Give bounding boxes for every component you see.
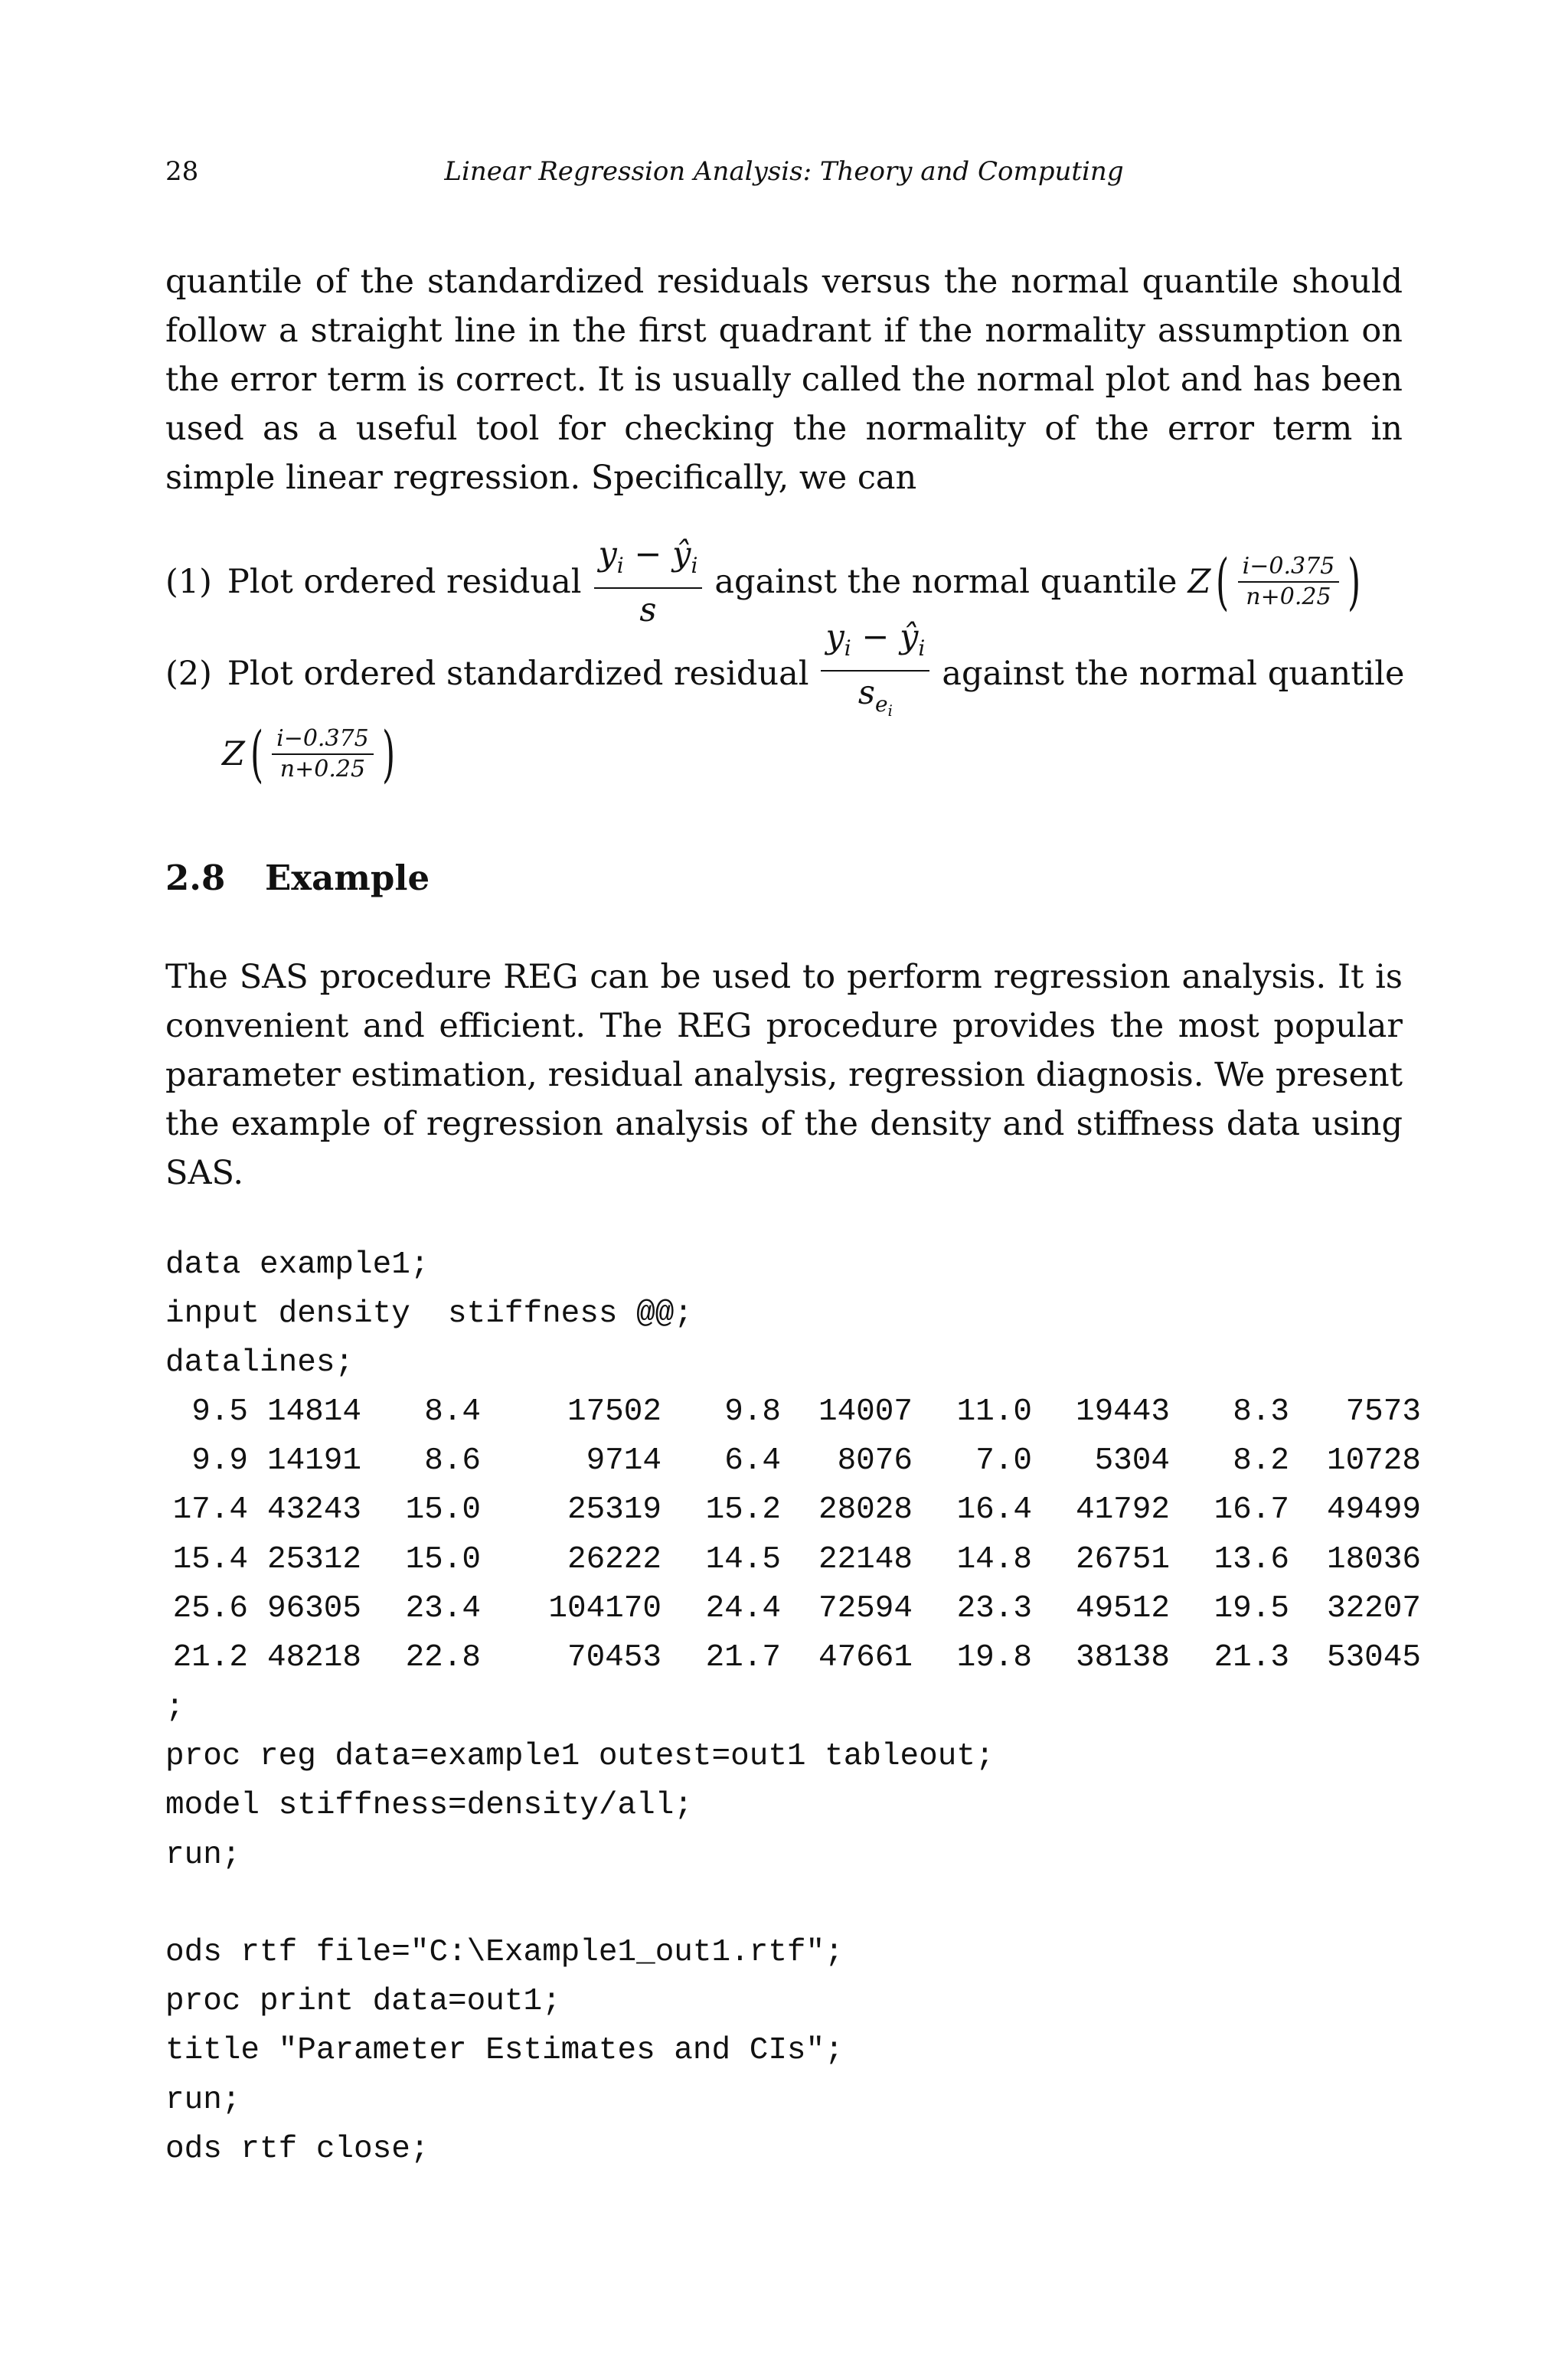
table-cell: 23.3 xyxy=(956,1590,1032,1626)
code-block xyxy=(165,1928,1452,2174)
table-cell: 26751 xyxy=(1075,1541,1170,1577)
table-cell: 7.0 xyxy=(975,1443,1032,1479)
code-line: ods rtf file="C:\Example1_out1.rtf"; xyxy=(165,1935,844,1970)
table-cell: 15.0 xyxy=(405,1492,481,1528)
intro-paragraph: quantile of the standardized residuals versus the normal quantile should follow a straight line in the first quadrant if the normality assumption on the error term is correct. It is usually called the normal plot and has been used as a useful tool for checking the normality of the error term in simple linear regression. Specifically, we can xyxy=(165,263,1403,497)
section-title: Example xyxy=(265,858,430,898)
table-cell: 22148 xyxy=(818,1541,913,1577)
table-cell: 8.2 xyxy=(1233,1443,1289,1479)
table-cell: 32207 xyxy=(1326,1590,1421,1626)
table-cell: 104170 xyxy=(548,1590,662,1626)
table-row xyxy=(165,1535,1421,1584)
table-cell: 96305 xyxy=(266,1590,361,1626)
table-row xyxy=(165,1584,1421,1633)
code-block xyxy=(165,1683,1452,1880)
table-cell: 10728 xyxy=(1326,1443,1421,1479)
table-cell: 21.3 xyxy=(1214,1640,1289,1676)
table-cell: 14007 xyxy=(818,1394,913,1430)
table-cell: 41792 xyxy=(1075,1492,1170,1528)
table-cell: 28028 xyxy=(818,1492,913,1528)
normal-quantile-formula: Z ( $\frac{i-0.375}{n+0.25}$ ) xyxy=(1187,546,1361,617)
table-cell: 23.4 xyxy=(405,1590,481,1626)
code-block xyxy=(165,1240,1452,1388)
table-cell: 7573 xyxy=(1345,1394,1421,1430)
table-cell: 25.6 xyxy=(172,1590,248,1626)
table-cell: 6.4 xyxy=(724,1443,781,1479)
normal-quantile-formula: Z ( $\frac{i-0.375}{n+0.25}$ ) xyxy=(222,718,395,789)
section-number: 2.8 xyxy=(165,858,226,898)
code-line: title "Parameter Estimates and CIs"; xyxy=(165,2033,844,2069)
table-row xyxy=(165,1485,1421,1534)
code-line: run; xyxy=(165,2082,241,2118)
item-text: Plot ordered standardized residual xyxy=(227,655,809,693)
table-cell: 8.4 xyxy=(424,1394,481,1430)
table-cell: 5304 xyxy=(1094,1443,1170,1479)
table-cell: 9714 xyxy=(586,1443,662,1479)
table-cell: 9.5 xyxy=(191,1394,248,1430)
table-cell: 38138 xyxy=(1075,1640,1170,1676)
table-cell: 24.4 xyxy=(705,1590,781,1626)
table-cell: 26222 xyxy=(567,1541,662,1577)
list-item xyxy=(165,618,1405,720)
table-cell: 13.6 xyxy=(1214,1541,1289,1577)
code-line: ; xyxy=(165,1690,185,1725)
table-cell: 49512 xyxy=(1075,1590,1170,1626)
table-cell: 14191 xyxy=(266,1443,361,1479)
table-cell: 16.4 xyxy=(956,1492,1032,1528)
table-cell: 19.8 xyxy=(956,1640,1032,1676)
item-number: (1) xyxy=(165,563,212,601)
table-cell: 14.5 xyxy=(705,1541,781,1577)
table-cell: 17.4 xyxy=(172,1492,248,1528)
code-line: proc reg data=example1 outest=out1 tableout; xyxy=(165,1739,995,1775)
table-cell: 49499 xyxy=(1326,1492,1421,1528)
table-cell: 21.7 xyxy=(705,1640,781,1676)
table-cell: 47661 xyxy=(818,1640,913,1676)
example-paragraph: The SAS procedure REG can be used to perform regression analysis. It is convenient and efficient. The REG procedure provides the most popular parameter estimation, residual analysis, regression diagnosis. We present the example of regression analysis of the density and stiffness data using SAS. xyxy=(165,958,1403,1192)
table-cell: 22.8 xyxy=(405,1640,481,1676)
table-row xyxy=(165,1633,1421,1682)
page-number: 28 xyxy=(165,156,199,187)
table-cell: 16.7 xyxy=(1214,1492,1289,1528)
table-cell: 9.8 xyxy=(724,1394,781,1430)
table-cell: 11.0 xyxy=(956,1394,1032,1430)
table-cell: 8.6 xyxy=(424,1443,481,1479)
table-cell: 15.2 xyxy=(705,1492,781,1528)
table-cell: 8076 xyxy=(837,1443,913,1479)
item-text-after: against the normal quantile xyxy=(942,655,1405,693)
table-cell: 25319 xyxy=(567,1492,662,1528)
list-item xyxy=(165,536,1403,628)
item-text: Plot ordered residual xyxy=(227,563,582,601)
code-line: proc print data=out1; xyxy=(165,1984,561,2020)
table-row xyxy=(165,1387,1421,1436)
code-line: datalines; xyxy=(165,1345,354,1381)
code-line: ods rtf close; xyxy=(165,2131,430,2167)
code-line: data example1; xyxy=(165,1247,430,1283)
item-text-after: against the normal quantile xyxy=(714,563,1178,601)
table-cell: 21.2 xyxy=(172,1640,248,1676)
code-line: input density stiffness @@; xyxy=(165,1296,693,1332)
table-cell: 18036 xyxy=(1326,1541,1421,1577)
table-cell: 72594 xyxy=(818,1590,913,1626)
table-cell: 19443 xyxy=(1075,1394,1170,1430)
table-cell: 19.5 xyxy=(1214,1590,1289,1626)
table-cell: 15.0 xyxy=(405,1541,481,1577)
table-cell: 25312 xyxy=(266,1541,361,1577)
table-row xyxy=(165,1436,1421,1485)
table-cell: 15.4 xyxy=(172,1541,248,1577)
table-cell: 9.9 xyxy=(191,1443,248,1479)
table-cell: 14814 xyxy=(266,1394,361,1430)
code-line: model stiffness=density/all; xyxy=(165,1788,693,1824)
running-head xyxy=(165,156,1403,194)
item-number: (2) xyxy=(165,655,212,693)
datalines-table xyxy=(165,1387,1421,1682)
table-cell: 17502 xyxy=(567,1394,662,1430)
code-line: run; xyxy=(165,1837,241,1873)
table-cell: 43243 xyxy=(266,1492,361,1528)
table-cell: 8.3 xyxy=(1233,1394,1289,1430)
table-cell: 53045 xyxy=(1326,1640,1421,1676)
table-cell: 48218 xyxy=(266,1640,361,1676)
running-title: Linear Regression Analysis: Theory and Computing xyxy=(444,156,1124,187)
standardized-residual-fraction: $\frac{y_i - ŷ_i}{s_{e_i}}$ xyxy=(821,619,929,729)
section-heading xyxy=(165,858,430,898)
residual-fraction: $\frac{y_i - ŷ_i}{s}$ xyxy=(594,536,703,629)
table-cell: 14.8 xyxy=(956,1541,1032,1577)
table-cell: 70453 xyxy=(567,1640,662,1676)
